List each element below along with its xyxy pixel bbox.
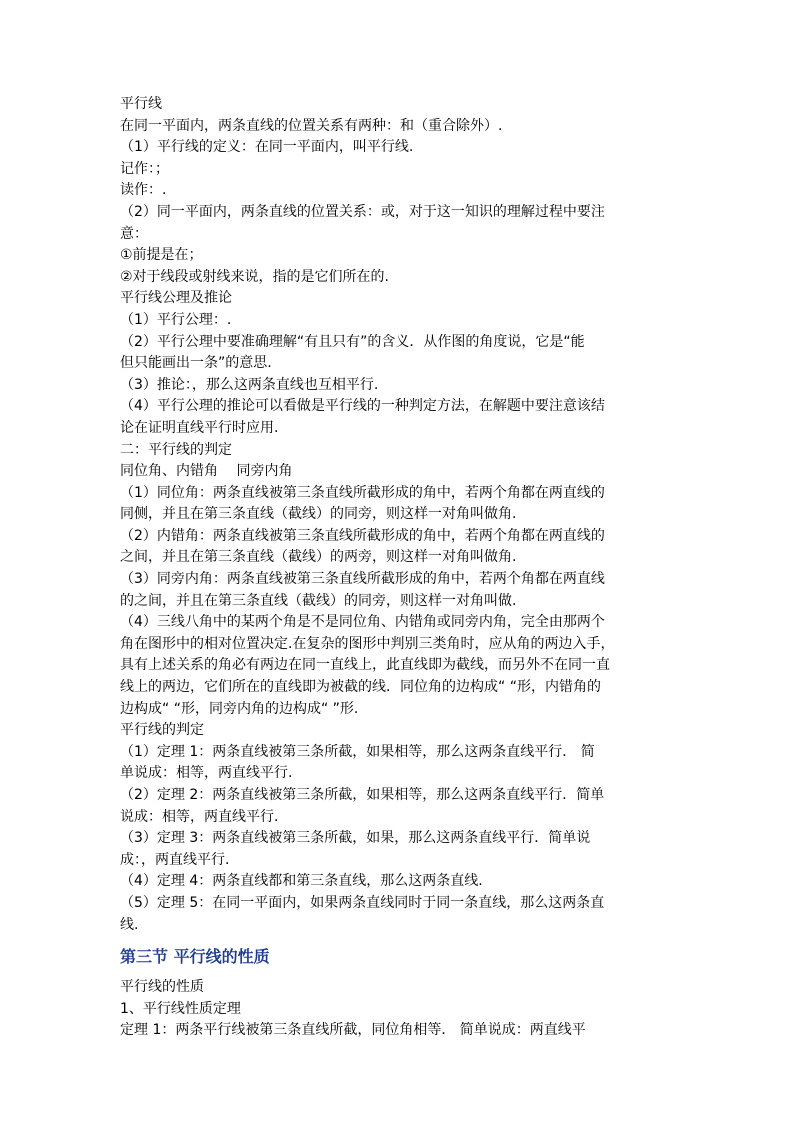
heading-determination: 二：平行线的判定 [120, 441, 232, 458]
text-line: （2）同一平面内，两条直线的位置关系：或，对于这一知识的理解过程中要注 [120, 203, 605, 220]
heading-parallel-lines: 平行线 [120, 96, 162, 112]
text-line: 具有上述关系的角必有两边在同一直线上，此直线即为截线，而另外不在同一直 [120, 657, 610, 674]
text-line: 边构成“ “形，同旁内角的边构成“ ”形. [120, 700, 359, 717]
text-line: ①前提是在； [120, 247, 203, 264]
text-line: （1）定理 1：两条直线被第三条所截，如果相等，那么这两条直线平行． 简 [120, 743, 595, 760]
text-line: 记作：； [120, 160, 169, 177]
text-line: 读作：. [120, 182, 167, 199]
text-line: （5）定理 5：在同一平面内，如果两条直线同时于同一条直线，那么这两条直 [120, 894, 605, 911]
document-body-part-2 [120, 977, 678, 1042]
text-line: 之间，并且在第三条直线（截线）的两旁，则这样一对角叫做角. [120, 549, 517, 566]
heading-properties: 平行线的性质 [120, 979, 204, 996]
text-line: 意： [120, 225, 148, 242]
text-line: （4）三线八角中的某两个角是不是同位角、内错角或同旁内角，完全由那两个 [120, 614, 605, 631]
heading-axiom: 平行线公理及推论 [120, 290, 232, 307]
text-line: （3）同旁内角：两条直线被第三条直线所截形成的角中，若两个角都在两直线 [120, 571, 605, 588]
heading-parallel-determination: 平行线的判定 [120, 722, 204, 739]
text-line: 论在证明直线平行时应用. [120, 419, 279, 436]
text-line: ②对于线段或射线来说，指的是它们所在的. [120, 268, 389, 285]
text-line: （1）同位角：两条直线被第三条直线所截形成的角中，若两个角都在两直线的 [120, 484, 605, 501]
text-line: 1、平行线性质定理 [120, 1000, 241, 1017]
section-title: 第三节 平行线的性质 [120, 947, 270, 967]
text-line: 线. [120, 916, 139, 933]
text-line: （1）平行公理：. [120, 311, 232, 328]
text-line: （2）平行公理中要准确理解“有且只有”的含义．从作图的角度说，它是“能 [120, 333, 585, 350]
text-line: （3）定理 3：两条直线被第三条所截，如果，那么这两条直线平行．简单说 [120, 830, 591, 847]
text-line: 线上的两边，它们所在的直线即为被截的线．同位角的边构成“ “形，内错角的 [120, 679, 601, 696]
document-body-part-1 [120, 94, 678, 936]
text-line: 在同一平面内，两条直线的位置关系有两种：和（重合除外）. [120, 117, 503, 134]
text-line: 单说成：相等，两直线平行. [120, 765, 293, 782]
text-line: 同侧，并且在第三条直线（截线）的同旁，则这样一对角叫做角. [120, 506, 517, 523]
text-line: （2）定理 2：两条直线被第三条所截，如果相等，那么这两条直线平行．简单 [120, 787, 605, 803]
text-line: （4）平行公理的推论可以看做是平行线的一种判定方法，在解题中要注意该结 [120, 398, 605, 415]
text-line: （1）平行线的定义：在同一平面内，叫平行线. [120, 139, 414, 156]
text-line: （4）定理 4：两条直线都和第三条直线，那么这两条直线. [120, 873, 483, 890]
text-line: 定理 1：两条平行线被第三条直线所截，同位角相等． 简单说成：两直线平 [120, 1022, 586, 1039]
text-line: 但只能画出一条”的意思. [120, 355, 272, 372]
text-line: 说成：相等，两直线平行. [120, 808, 279, 825]
text-line: 成：，两直线平行. [120, 851, 230, 868]
text-line: （3）推论：，那么这两条直线也互相平行. [120, 376, 379, 393]
text-line: （2）内错角：两条直线被第三条直线所截形成的角中，若两个角都在两直线的 [120, 527, 605, 544]
text-line: 的之间，并且在第三条直线（截线）的同旁，则这样一对角叫做. [120, 592, 517, 609]
text-line: 角在图形中的相对位置决定.在复杂的图形中判别三类角时，应从角的两边入手， [120, 635, 615, 652]
text-line: 同位角、内错角 同旁内角 [120, 463, 293, 480]
